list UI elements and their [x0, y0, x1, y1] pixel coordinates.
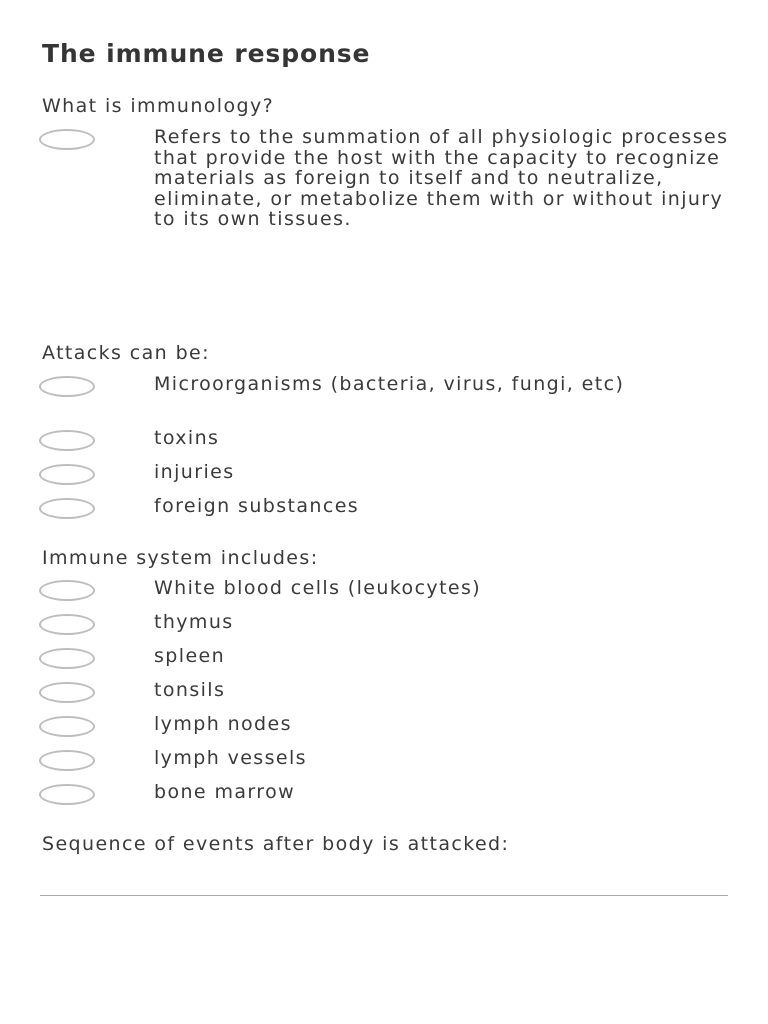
section-heading-attacks: Attacks can be: [42, 342, 210, 364]
radio-option[interactable] [39, 682, 95, 703]
radio-option[interactable] [39, 784, 95, 805]
option-label: lymph vessels [154, 747, 307, 769]
section-heading-sequence: Sequence of events after body is attacked: [42, 833, 510, 855]
section-heading-immunology: What is immunology? [42, 95, 275, 117]
radio-option[interactable] [39, 648, 95, 669]
option-label: injuries [154, 461, 235, 483]
radio-option[interactable] [39, 498, 95, 519]
radio-option[interactable] [39, 129, 95, 150]
option-label: bone marrow [154, 781, 296, 803]
option-label: toxins [154, 427, 220, 449]
divider [40, 895, 728, 896]
radio-option[interactable] [39, 430, 95, 451]
option-label: tonsils [154, 679, 226, 701]
section-heading-immune-system: Immune system includes: [42, 547, 319, 569]
page-title: The immune response [42, 39, 371, 68]
option-label: spleen [154, 645, 226, 667]
option-label: White blood cells (leukocytes) [154, 577, 482, 599]
radio-option[interactable] [39, 376, 95, 397]
option-label: Refers to the summation of all physiologic processes that provide the host with the capacity to recognize materials as foreign to itself and to neutralize, eliminate, or metabolize them with or without injury to its own tissues. [154, 126, 729, 230]
radio-option[interactable] [39, 750, 95, 771]
radio-option[interactable] [39, 464, 95, 485]
radio-option[interactable] [39, 716, 95, 737]
option-label: thymus [154, 611, 234, 633]
radio-option[interactable] [39, 580, 95, 601]
option-label: foreign substances [154, 495, 360, 517]
option-label: lymph nodes [154, 713, 292, 735]
radio-option[interactable] [39, 614, 95, 635]
option-label: Microorganisms (bacteria, virus, fungi, etc) [154, 373, 625, 395]
